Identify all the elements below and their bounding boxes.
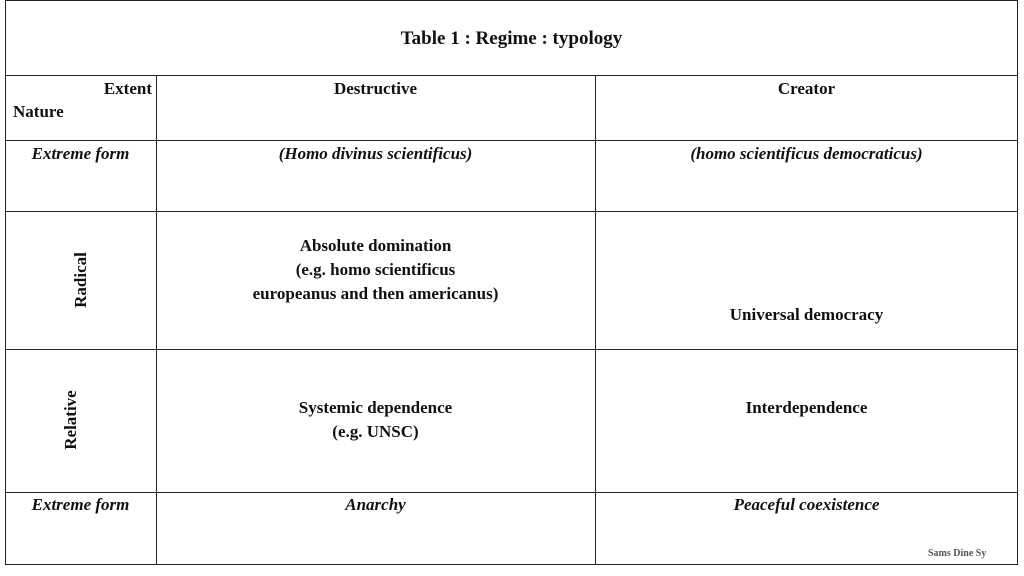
header-extent: Extent (103, 79, 152, 98)
cell-systemic-dependence: Systemic dependence (e.g. UNSC) (298, 398, 453, 441)
row-label-extreme-form: Extreme form (31, 495, 130, 514)
header-creator: Creator (777, 79, 836, 98)
header-nature: Nature (13, 102, 64, 121)
row-label-relative: Relative (61, 390, 80, 450)
row-label-extreme-form: Extreme form (31, 144, 130, 163)
table-title: Table 1 : Regime : typology (400, 28, 623, 49)
cell-peaceful-coexistence: Peaceful coexistence (733, 495, 880, 514)
row-label-radical: Radical (71, 252, 90, 308)
author-credit: Sams Dine Sy (928, 548, 987, 559)
header-destructive: Destructive (333, 79, 418, 98)
border-left (5, 0, 6, 565)
cell-homo-democraticus: (homo scientificus democraticus) (690, 144, 923, 163)
cell-absolute-domination: Absolute domination (e.g. homo scientificus europeanus and then americanus) (252, 236, 499, 303)
cell-interdependence: Interdependence (745, 398, 868, 417)
cell-homo-divinus: (Homo divinus scientificus) (278, 144, 473, 163)
cell-anarchy: Anarchy (345, 495, 406, 514)
border-top (5, 0, 1018, 1)
cell-universal-democracy: Universal democracy (729, 305, 884, 324)
